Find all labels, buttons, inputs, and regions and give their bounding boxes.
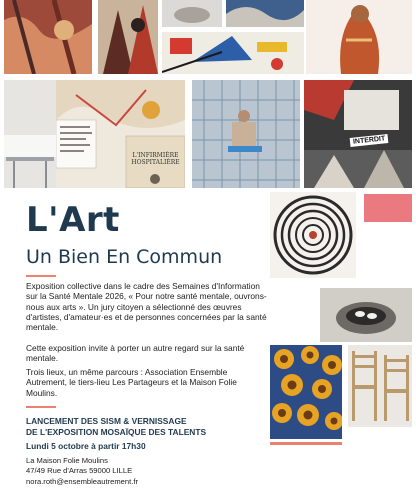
artwork-top-5-image <box>162 32 304 74</box>
title-divider <box>26 275 56 277</box>
artwork-blue-grid-image <box>192 80 300 188</box>
artwork-hospital-bed <box>4 80 56 188</box>
intro-text: Exposition collective dans le cadre des Semaines d'Information sur la Santé Mentale 2026, « Pour notre santé mentale, ouvrons-nous aux arts ». Un jury citoyen a sélectionné des œuvres d'artistes, d'amateur·es et de personnes concernées par la santé mentale. <box>26 281 267 333</box>
interdit-sign: INTERDIT <box>350 134 389 147</box>
event-title-line-1: LANCEMENT DES SISM & VERNISSAGE <box>26 416 187 426</box>
venue-name: La Maison Folie Moulins <box>26 456 108 465</box>
artwork-top-3-image <box>162 0 222 27</box>
pink-block <box>364 194 412 222</box>
page-subtitle: Un Bien En Commun <box>26 246 223 268</box>
page-title: L'Art <box>26 200 120 240</box>
artwork-top-6 <box>306 0 412 74</box>
artwork-nest <box>320 288 412 342</box>
artwork-top-4 <box>226 0 304 27</box>
artwork-top-2-image <box>98 0 158 74</box>
artwork-top-1 <box>4 0 92 74</box>
contact-email[interactable]: nora.roth@ensembleautrement.fr <box>26 477 138 486</box>
artwork-interdit-image <box>304 80 412 188</box>
places-text: Trois lieux, un même parcours : Association Ensemble Autrement, le tiers-lieu Les Partageurs et la Maison Folie Moulins. <box>26 367 237 398</box>
places-divider <box>26 406 56 408</box>
artwork-top-2 <box>98 0 158 74</box>
event-title-line-2: DE L'EXPOSITION MOSAÏQUE DES TALENTS <box>26 427 207 437</box>
book-title: L'INFIRMIÈRE HOSPITALIÈRE <box>131 152 180 166</box>
artwork-top-6-image <box>306 0 412 74</box>
artwork-collage <box>56 80 185 188</box>
artwork-top-3 <box>162 0 222 27</box>
artwork-spiral-image <box>270 192 356 278</box>
artwork-top-4-image <box>226 0 304 27</box>
artwork-chairs-image <box>348 345 412 427</box>
intro-text-2: Cette exposition invite à porter un autre regard sur la santé mentale. <box>26 343 245 364</box>
artwork-top-5 <box>162 32 304 74</box>
venue-address: 47/49 Rue d'Arras 59000 LILLE <box>26 466 133 475</box>
artwork-sunflowers-image <box>270 345 342 439</box>
artwork-top-1-image <box>4 0 92 74</box>
artwork-collage-image <box>56 80 185 188</box>
event-date: Lundi 5 octobre à partir 17h30 <box>26 441 146 451</box>
sunflowers-underline <box>270 442 342 445</box>
artwork-chairs <box>348 345 412 427</box>
artwork-interdit <box>304 80 412 188</box>
artwork-spiral <box>270 192 356 278</box>
artwork-hospital-bed-image <box>4 80 56 188</box>
artwork-nest-image <box>320 288 412 342</box>
artwork-sunflowers <box>270 345 342 439</box>
artwork-blue-grid <box>192 80 300 188</box>
